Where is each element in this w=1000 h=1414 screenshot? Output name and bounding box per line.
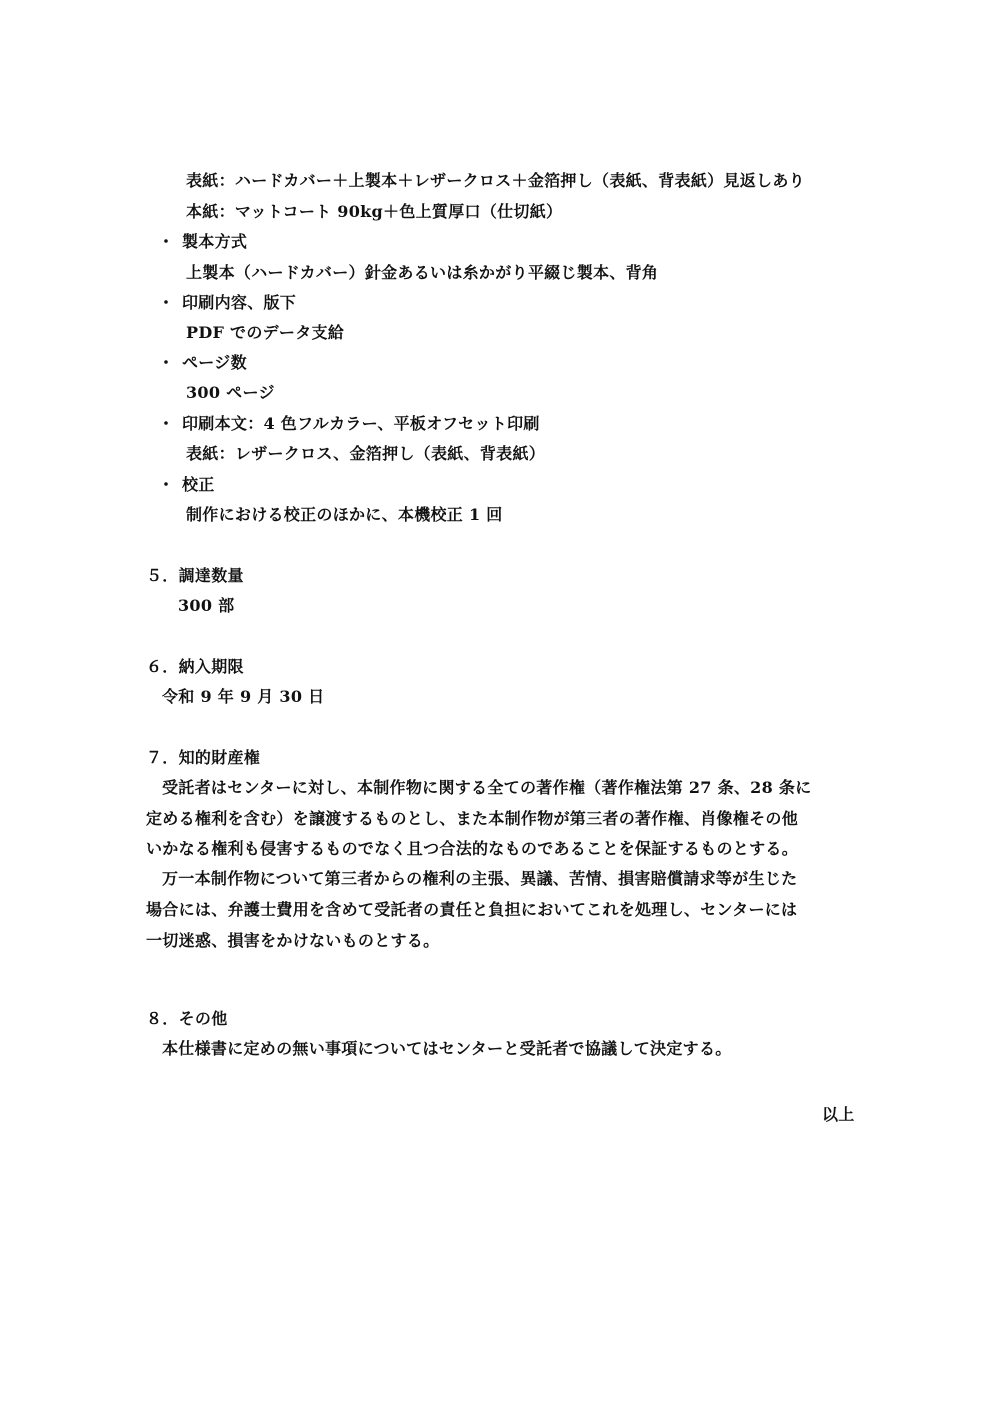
section-7-line: 定める権利を含む）を譲渡するものとし、また本制作物が第三者の著作権、肖像権その他 (146, 809, 799, 828)
section-7-line: 万一本制作物について第三者からの権利の主張、異議、苦情、損害賠償請求等が生じた (162, 869, 798, 888)
spec-item-detail: 表紙：レザークロス、金箔押し（表紙、背表紙） (186, 444, 546, 463)
spec-item-heading: ページ数 (182, 353, 247, 372)
section-6-body: 令和 9 年 9 月 30 日 (162, 687, 325, 706)
closing-mark: 以上 (822, 1105, 855, 1124)
spec-item-heading: 校正 (182, 475, 215, 494)
section-7-line: 受託者はセンターに対し、本制作物に関する全ての著作権（著作権法第 27 条、28 条に (162, 778, 812, 797)
section-5-heading: ５．調達数量 (146, 566, 244, 585)
spec-item-detail: 上製本（ハードカバー）針金あるいは糸かがり平綴じ製本、背角 (186, 263, 659, 282)
section-7-line: 場合には、弁護士費用を含めて受託者の責任と負担においてこれを処理し、センターには (146, 900, 798, 919)
section-7-heading: ７．知的財産権 (146, 748, 261, 767)
bullet-icon: ・ (158, 232, 175, 251)
section-6-heading: ６．納入期限 (146, 657, 244, 676)
bullet-icon: ・ (158, 414, 175, 433)
section-8-body: 本仕様書に定めの無い事項についてはセンターと受託者で協議して決定する。 (162, 1039, 732, 1058)
spec-item-detail: 制作における校正のほかに、本機校正 1 回 (186, 505, 503, 524)
section-8-heading: ８．その他 (146, 1009, 228, 1028)
section-5-body: 300 部 (178, 596, 235, 615)
section-7-line: 一切迷惑、損害をかけないものとする。 (146, 931, 440, 950)
cover-material-line: 表紙：ハードカバー＋上製本＋レザークロス＋金箔押し（表紙、背表紙）見返しあり (186, 171, 805, 190)
spec-item-heading: 印刷内容、版下 (182, 293, 297, 312)
bullet-icon: ・ (158, 293, 175, 312)
section-7-line: いかなる権利も侵害するものでなく且つ合法的なものであることを保証するものとする。 (146, 839, 799, 858)
spec-item-heading: 製本方式 (182, 232, 248, 251)
spec-item-heading: 印刷本文：4 色フルカラー、平板オフセット印刷 (182, 414, 540, 433)
spec-item-detail: PDF でのデータ支給 (186, 323, 345, 342)
body-paper-line: 本紙：マットコート 90kg＋色上質厚口（仕切紙） (186, 202, 563, 221)
bullet-icon: ・ (158, 353, 175, 372)
spec-item-detail: 300 ページ (186, 383, 275, 402)
bullet-icon: ・ (158, 475, 175, 494)
